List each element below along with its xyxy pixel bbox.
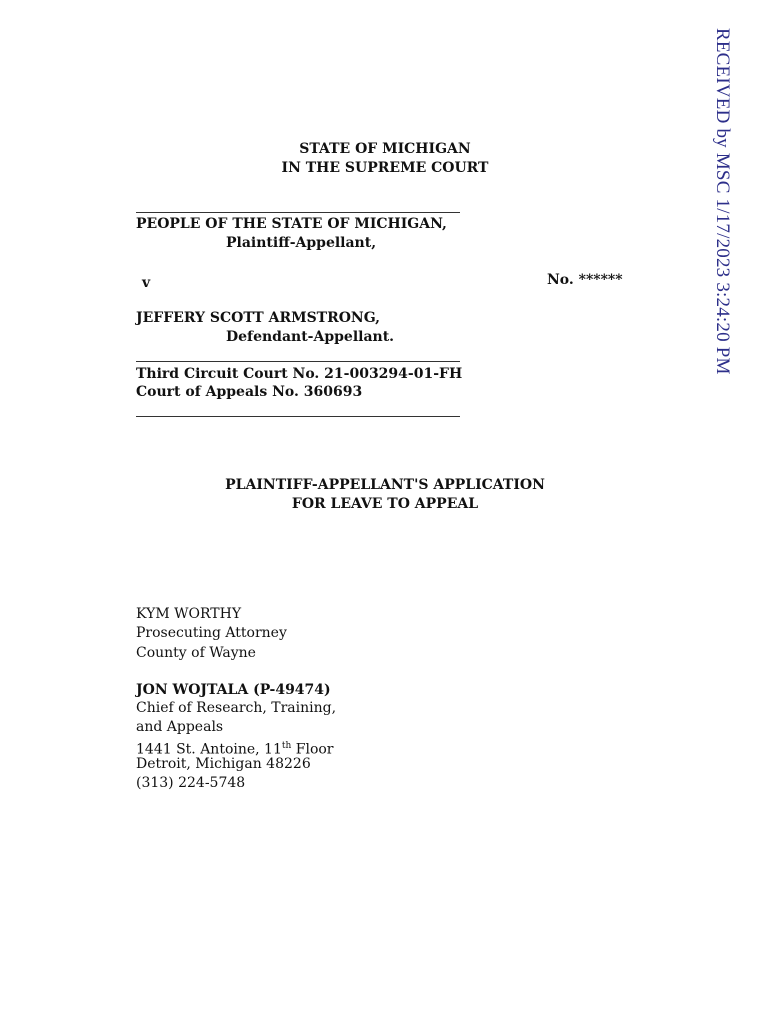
docket-number: No. ****** bbox=[547, 272, 623, 288]
court-name-heading: IN THE SUPREME COURT bbox=[281, 160, 489, 176]
document-title-line2: FOR LEAVE TO APPEAL bbox=[291, 496, 479, 512]
address-floor: Floor bbox=[291, 741, 334, 758]
prosecutor-county: County of Wayne bbox=[136, 645, 256, 661]
prosecutor-title: Prosecuting Attorney bbox=[136, 625, 287, 641]
court-state-heading: STATE OF MICHIGAN bbox=[299, 141, 471, 157]
address-street: 1441 St. Antoine, 11 bbox=[136, 741, 282, 758]
received-stamp: RECEIVED by MSC 1/17/2023 3:24:20 PM bbox=[712, 28, 733, 375]
appeals-court-number: Court of Appeals No. 360693 bbox=[136, 384, 363, 400]
address-ordinal-suffix: th bbox=[281, 741, 292, 751]
plaintiff-role: Plaintiff-Appellant, bbox=[226, 235, 377, 251]
defendant-name: JEFFERY SCOTT ARMSTRONG, bbox=[136, 310, 381, 326]
defendant-role: Defendant-Appellant. bbox=[226, 329, 395, 345]
caption-rule-top bbox=[136, 212, 460, 213]
versus-label: v bbox=[142, 275, 151, 291]
plaintiff-name: PEOPLE OF THE STATE OF MICHIGAN, bbox=[136, 216, 447, 232]
attorney-city: Detroit, Michigan 48226 bbox=[136, 756, 311, 772]
attorney-title-line2: and Appeals bbox=[136, 719, 224, 735]
document-title-line1: PLAINTIFF-APPELLANT'S APPLICATION bbox=[225, 477, 545, 493]
attorney-title-line1: Chief of Research, Training, bbox=[136, 700, 337, 716]
attorney-phone: (313) 224-5748 bbox=[136, 775, 246, 791]
prosecutor-name: KYM WORTHY bbox=[136, 606, 242, 622]
caption-rule-bottom bbox=[136, 416, 460, 417]
circuit-court-number: Third Circuit Court No. 21-003294-01-FH bbox=[136, 366, 463, 382]
attorney-name: JON WOJTALA (P-49474) bbox=[136, 682, 331, 698]
caption-rule-middle bbox=[136, 361, 460, 362]
